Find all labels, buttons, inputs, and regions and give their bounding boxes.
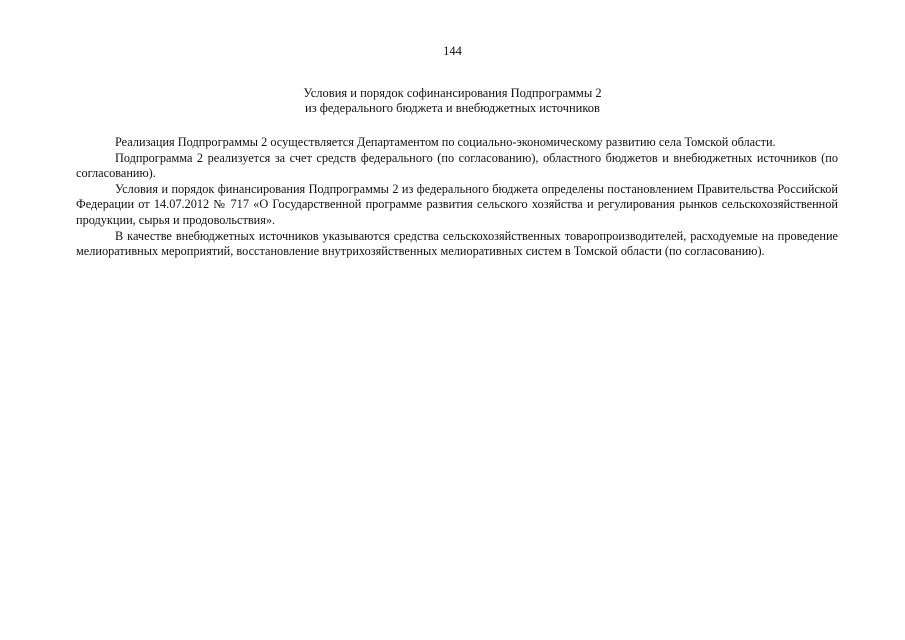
section-title-line-1: Условия и порядок софинансирования Подпрограммы 2: [303, 86, 602, 100]
paragraph: Реализация Подпрограммы 2 осуществляется Департаментом по социально-экономическому развитию села Томской области.: [115, 135, 776, 149]
paragraph: Условия и порядок финансирования Подпрограммы 2 из федерального бюджета определены постановлением Правительства Российской Федерации от 14.07.2012 № 717 «О Государственной программе развития сельского хозяйства и регулирования рынков сельскохозяйственной продукции, сырья и продовольствия».: [76, 181, 838, 227]
section-title-line-2: из федерального бюджета и внебюджетных источников: [305, 101, 600, 115]
body-text: [76, 135, 838, 260]
section-title: [180, 86, 725, 116]
page-number: 144: [443, 44, 462, 58]
paragraph: В качестве внебюджетных источников указываются средства сельскохозяйственных товаропроизводителей, расходуемые на проведение мелиоративных мероприятий, восстановление внутрихозяйственных мелиоративных систем в Томской области (по согласованию).: [76, 228, 838, 259]
paragraph: Подпрограмма 2 реализуется за счет средств федерального (по согласованию), областного бюджетов и внебюджетных источников (по согласованию).: [76, 150, 838, 181]
